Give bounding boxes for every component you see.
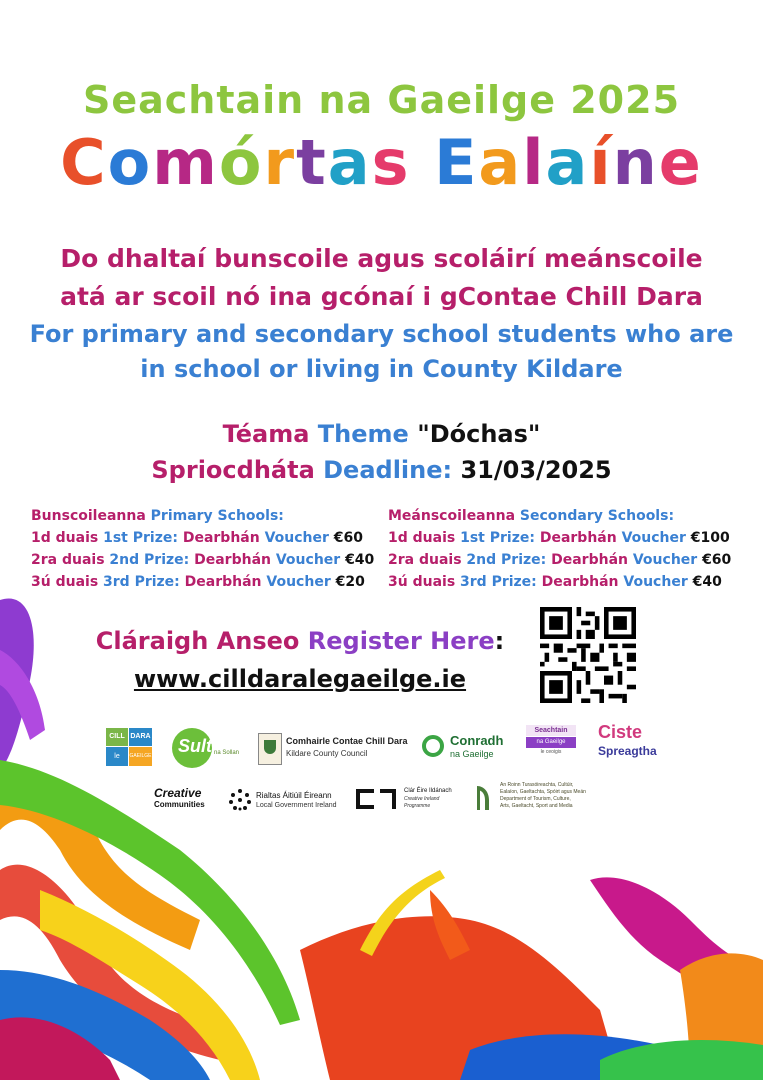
register-label-ga: Cláraigh Anseo <box>95 627 300 655</box>
logo-text: Rialtas Áitiúil Éireann <box>256 791 332 800</box>
prize-ga: 1d duais <box>31 530 99 546</box>
prize-amount: €40 <box>692 574 722 590</box>
logo-text: Seachtain <box>526 725 576 736</box>
voucher-en: Voucher <box>264 530 329 546</box>
register-block <box>0 622 600 698</box>
qr-code[interactable] <box>540 607 636 703</box>
voucher-ga: Dearbhán <box>539 530 617 546</box>
voucher-en: Voucher <box>266 574 331 590</box>
voucher-ga: Dearbhán <box>194 552 271 568</box>
voucher-ga: Dearbhán <box>184 574 262 590</box>
prize-ga: 1d duais <box>388 530 456 546</box>
title-letter: C <box>60 126 108 199</box>
logo-text: Local Government Ireland <box>256 802 337 809</box>
harp-icon <box>474 784 492 812</box>
seachtain-na-gaeilge-logo <box>526 725 576 761</box>
conradh-na-gaeilge-logo <box>422 732 512 764</box>
secondary-heading-en: Secondary Schools: <box>519 508 675 524</box>
prize-en: 1st Prize: <box>460 530 535 546</box>
theme-deadline-block <box>0 416 763 488</box>
theme-value: "Dóchas" <box>417 420 541 448</box>
sult-logo <box>172 728 244 768</box>
title-letter: r <box>263 126 297 199</box>
title-letter: ó <box>218 126 264 199</box>
title-letter: o <box>107 126 153 199</box>
logo-text: le <box>106 747 128 766</box>
title-letter: t <box>296 126 328 199</box>
prize-row <box>31 527 374 549</box>
title-letter: E <box>434 126 479 199</box>
subtitle-irish <box>0 240 763 316</box>
prize-amount: €40 <box>345 552 375 568</box>
prize-amount: €60 <box>333 530 364 546</box>
primary-heading-ga: Bunscoileanna <box>31 508 146 524</box>
logo-text: Sult <box>178 736 212 756</box>
title-letter: í <box>589 126 613 199</box>
theme-label-ga: Téama <box>222 420 310 448</box>
logo-text: Spreagtha <box>598 744 657 758</box>
prize-row <box>388 549 731 571</box>
logo-text: le ceoigis <box>540 749 562 755</box>
logo-text: Ciste <box>598 722 643 742</box>
voucher-ga: Dearbhán <box>541 574 619 590</box>
register-line <box>0 622 600 660</box>
local-government-ireland-logo <box>228 788 348 814</box>
creative-ireland-mark-icon <box>354 787 398 811</box>
deadline-value: 31/03/2025 <box>460 456 612 484</box>
subtitle-english-line1: For primary and secondary school students who are <box>29 320 734 348</box>
title-letter: s <box>371 126 411 199</box>
prize-en: 3rd Prize: <box>103 574 180 590</box>
subtitle-english-line2: in school or living in County Kildare <box>140 355 623 383</box>
voucher-en: Voucher <box>623 574 688 590</box>
prize-row <box>388 571 731 593</box>
primary-heading <box>31 505 374 527</box>
theme-label-en: Theme <box>317 420 409 448</box>
prize-ga: 2ra duais <box>31 552 105 568</box>
prize-ga: 3ú duais <box>31 574 99 590</box>
prize-en: 2nd Prize: <box>466 552 547 568</box>
prize-en: 2nd Prize: <box>109 552 190 568</box>
subtitle-irish-line2: atá ar scoil nó ina gcónaí i gContae Chill Dara <box>60 282 703 311</box>
title-space <box>410 126 434 199</box>
logo-text: Comhairle Contae Chill Dara <box>286 736 408 746</box>
subtitle-irish-line1: Do dhaltaí bunscoile agus scoláirí meánscoile <box>60 244 703 273</box>
prize-amount: €100 <box>690 530 730 546</box>
logo-text: Ealaíon, Gaeltachta, Spóirt agus Meán <box>500 789 586 795</box>
cill-dara-le-gaeilge-logo <box>106 728 152 766</box>
ciste-spreagtha-logo <box>598 722 662 764</box>
department-text <box>500 782 586 810</box>
competition-title <box>0 128 763 198</box>
council-crest-icon <box>258 733 282 765</box>
voucher-en: Voucher <box>621 530 686 546</box>
logo-text: Clár Éire Ildánach <box>404 788 452 794</box>
deadline-line <box>0 452 763 488</box>
register-colon: : <box>494 627 505 655</box>
logo-text: GAEILGE <box>129 747 152 766</box>
logo-text: Creative Ireland <box>404 796 440 802</box>
logo-text: Programme <box>404 803 431 809</box>
title-letter: e <box>658 126 703 199</box>
logo-text: DARA <box>129 728 152 746</box>
prize-en: 1st Prize: <box>103 530 178 546</box>
logo-text: na Gaeilge <box>526 737 576 748</box>
prize-en: 3rd Prize: <box>460 574 537 590</box>
logo-text: Creative <box>154 786 202 800</box>
department-tourism-logo <box>474 782 614 818</box>
secondary-prizes <box>388 505 731 593</box>
logo-text: Arts, Gaeltacht, Sport and Media <box>500 803 573 809</box>
prize-row <box>31 571 374 593</box>
theme-line <box>0 416 763 452</box>
prize-amount: €60 <box>702 552 732 568</box>
title-letter: m <box>152 126 219 199</box>
logo-text: na Gaeilge <box>450 749 494 759</box>
creative-communities-logo <box>154 786 224 816</box>
voucher-en: Voucher <box>275 552 341 568</box>
title-letter: a <box>545 126 590 199</box>
subtitle-english <box>0 317 763 387</box>
logo-text: CILL <box>106 728 128 746</box>
secondary-heading <box>388 505 731 527</box>
conradh-circle-icon <box>422 735 444 757</box>
logo-text: An Roinn Turasóireachta, Cultúir, <box>500 782 574 788</box>
register-url-link[interactable]: www.cilldaralegaeilge.ie <box>133 665 467 693</box>
lgi-dots-icon <box>228 788 252 812</box>
voucher-ga: Dearbhán <box>551 552 628 568</box>
logo-text: Department of Tourism, Culture, <box>500 796 571 802</box>
title-letter: l <box>522 126 546 199</box>
primary-heading-en: Primary Schools: <box>150 508 284 524</box>
prize-ga: 2ra duais <box>388 552 462 568</box>
voucher-ga: Dearbhán <box>182 530 260 546</box>
kildare-county-council-logo <box>258 733 418 765</box>
event-title: Seachtain na Gaeilge 2025 <box>82 78 681 122</box>
prize-row <box>388 527 731 549</box>
creative-ireland-logo <box>354 787 464 813</box>
title-letter: a <box>327 126 372 199</box>
prize-ga: 3ú duais <box>388 574 456 590</box>
voucher-en: Voucher <box>632 552 698 568</box>
deadline-label-en: Deadline: <box>323 456 453 484</box>
logo-text: Conradh <box>450 733 504 748</box>
logo-text: Kildare County Council <box>286 749 368 758</box>
deadline-label-ga: Spriocdháta <box>151 456 315 484</box>
title-letter: a <box>478 126 523 199</box>
logo-text: na Sollan <box>214 750 240 756</box>
prize-row <box>31 549 374 571</box>
register-label-en: Register Here <box>307 627 495 655</box>
primary-prizes <box>31 505 374 593</box>
prize-amount: €20 <box>335 574 365 590</box>
logo-text: Communities <box>154 800 205 809</box>
secondary-heading-ga: Meánscoileanna <box>388 508 516 524</box>
title-letter: n <box>612 126 659 199</box>
